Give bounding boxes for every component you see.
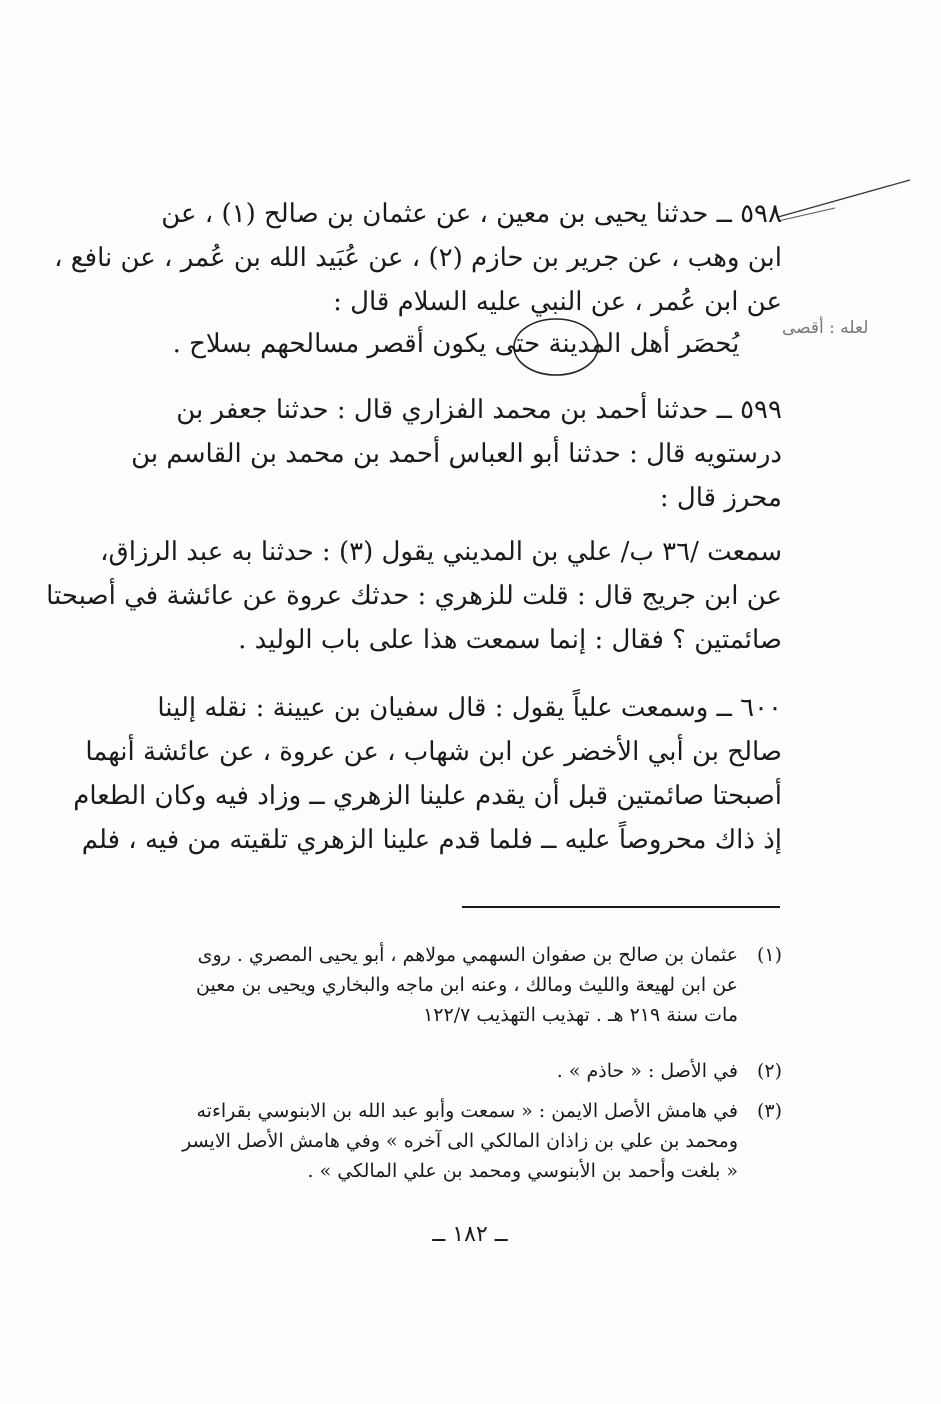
text-line: صائمتين ؟ فقال : إنما سمعت هذا على باب الوليد . (238, 625, 782, 655)
footnote-number: (٣) (756, 1100, 782, 1122)
paragraph-599 (130, 388, 782, 520)
hadith-text (130, 322, 782, 366)
text-line: يُحصَر أهل المدينة حتى يكون أقصر مسالحهم بسلاح . (172, 329, 740, 359)
paragraph-600 (73, 686, 782, 862)
footnote-line: ومحمد بن علي بن زاذان المالكي الى آخره » وفي هامش الأصل الايسر (182, 1130, 738, 1152)
text-line: سمعت /٣٦ ب/ علي بن المديني يقول (٣) : حدثنا به عبد الرزاق، (100, 537, 782, 567)
text-line: عن ابن عُمر ، عن النبي عليه السلام قال : (333, 287, 782, 317)
text-line: محرز قال : (659, 483, 782, 513)
footnote-line: (١)عثمان بن صالح بن صفوان السهمي مولاهم ، أبو يحيى المصري . روى (130, 940, 782, 970)
paragraph-598 (54, 192, 782, 324)
text-line: إذ ذاك محروصاً عليه ــ فلما قدم علينا الزهري تلقيته من فيه ، فلم (81, 825, 782, 855)
footnote-line: (٣)في هامش الأصل الايمن : « سمعت وأبو عبد الله بن الابنوسي بقراءته (130, 1096, 782, 1126)
text-line: صالح بن أبي الأخضر عن ابن شهاب ، عن عروة ، عن عائشة أنهما (85, 737, 782, 767)
footnote-1 (130, 940, 782, 1030)
page-number: ــ ١٨٢ ــ (432, 1222, 508, 1247)
footnote-number: (١) (756, 944, 782, 966)
text-line: عن ابن جريج قال : قلت للزهري : حدثك عروة عن عائشة في أصبحتا (46, 581, 782, 611)
footnote-line: « بلغت وأحمد بن الأبنوسي ومحمد بن علي المالكي » . (307, 1160, 738, 1182)
footnote-line: عن ابن لهيعة والليث ومالك ، وعنه ابن ماجه والبخاري ويحيى بن معين (196, 974, 738, 996)
footnote-line: (٢)في الأصل : « حاذم » . (130, 1056, 782, 1086)
footnote-2 (130, 1056, 782, 1086)
footnote-number: (٢) (756, 1060, 782, 1082)
text-line: ٦٠٠ ــ وسمعت علياً يقول : قال سفيان بن عيينة : نقله إلينا (157, 693, 782, 723)
margin-note: لعله : أقصى (782, 318, 869, 338)
text-line: أصبحتا صائمتين قبل أن يقدم علينا الزهري ــ وزاد فيه وكان الطعام (73, 781, 782, 811)
text-line: ابن وهب ، عن جرير بن حازم (٢) ، عن عُبَيد الله بن عُمر ، عن نافع ، (54, 243, 782, 273)
text-line: ٥٩٩ ــ حدثنا أحمد بن محمد الفزاري قال : حدثنا جعفر بن (176, 395, 782, 425)
footnote-divider (462, 906, 780, 908)
text-line: ٥٩٨ ــ حدثنا يحيى بن معين ، عن عثمان بن صالح (١) ، عن (161, 199, 782, 229)
paragraph-599-continued (46, 530, 782, 662)
footnote-3 (130, 1096, 782, 1186)
text-line: درستويه قال : حدثنا أبو العباس أحمد بن محمد بن القاسم بن (131, 439, 782, 469)
footnote-line: مات سنة ٢١٩ هـ . تهذيب التهذيب ١٢٢/٧ (423, 1004, 738, 1026)
